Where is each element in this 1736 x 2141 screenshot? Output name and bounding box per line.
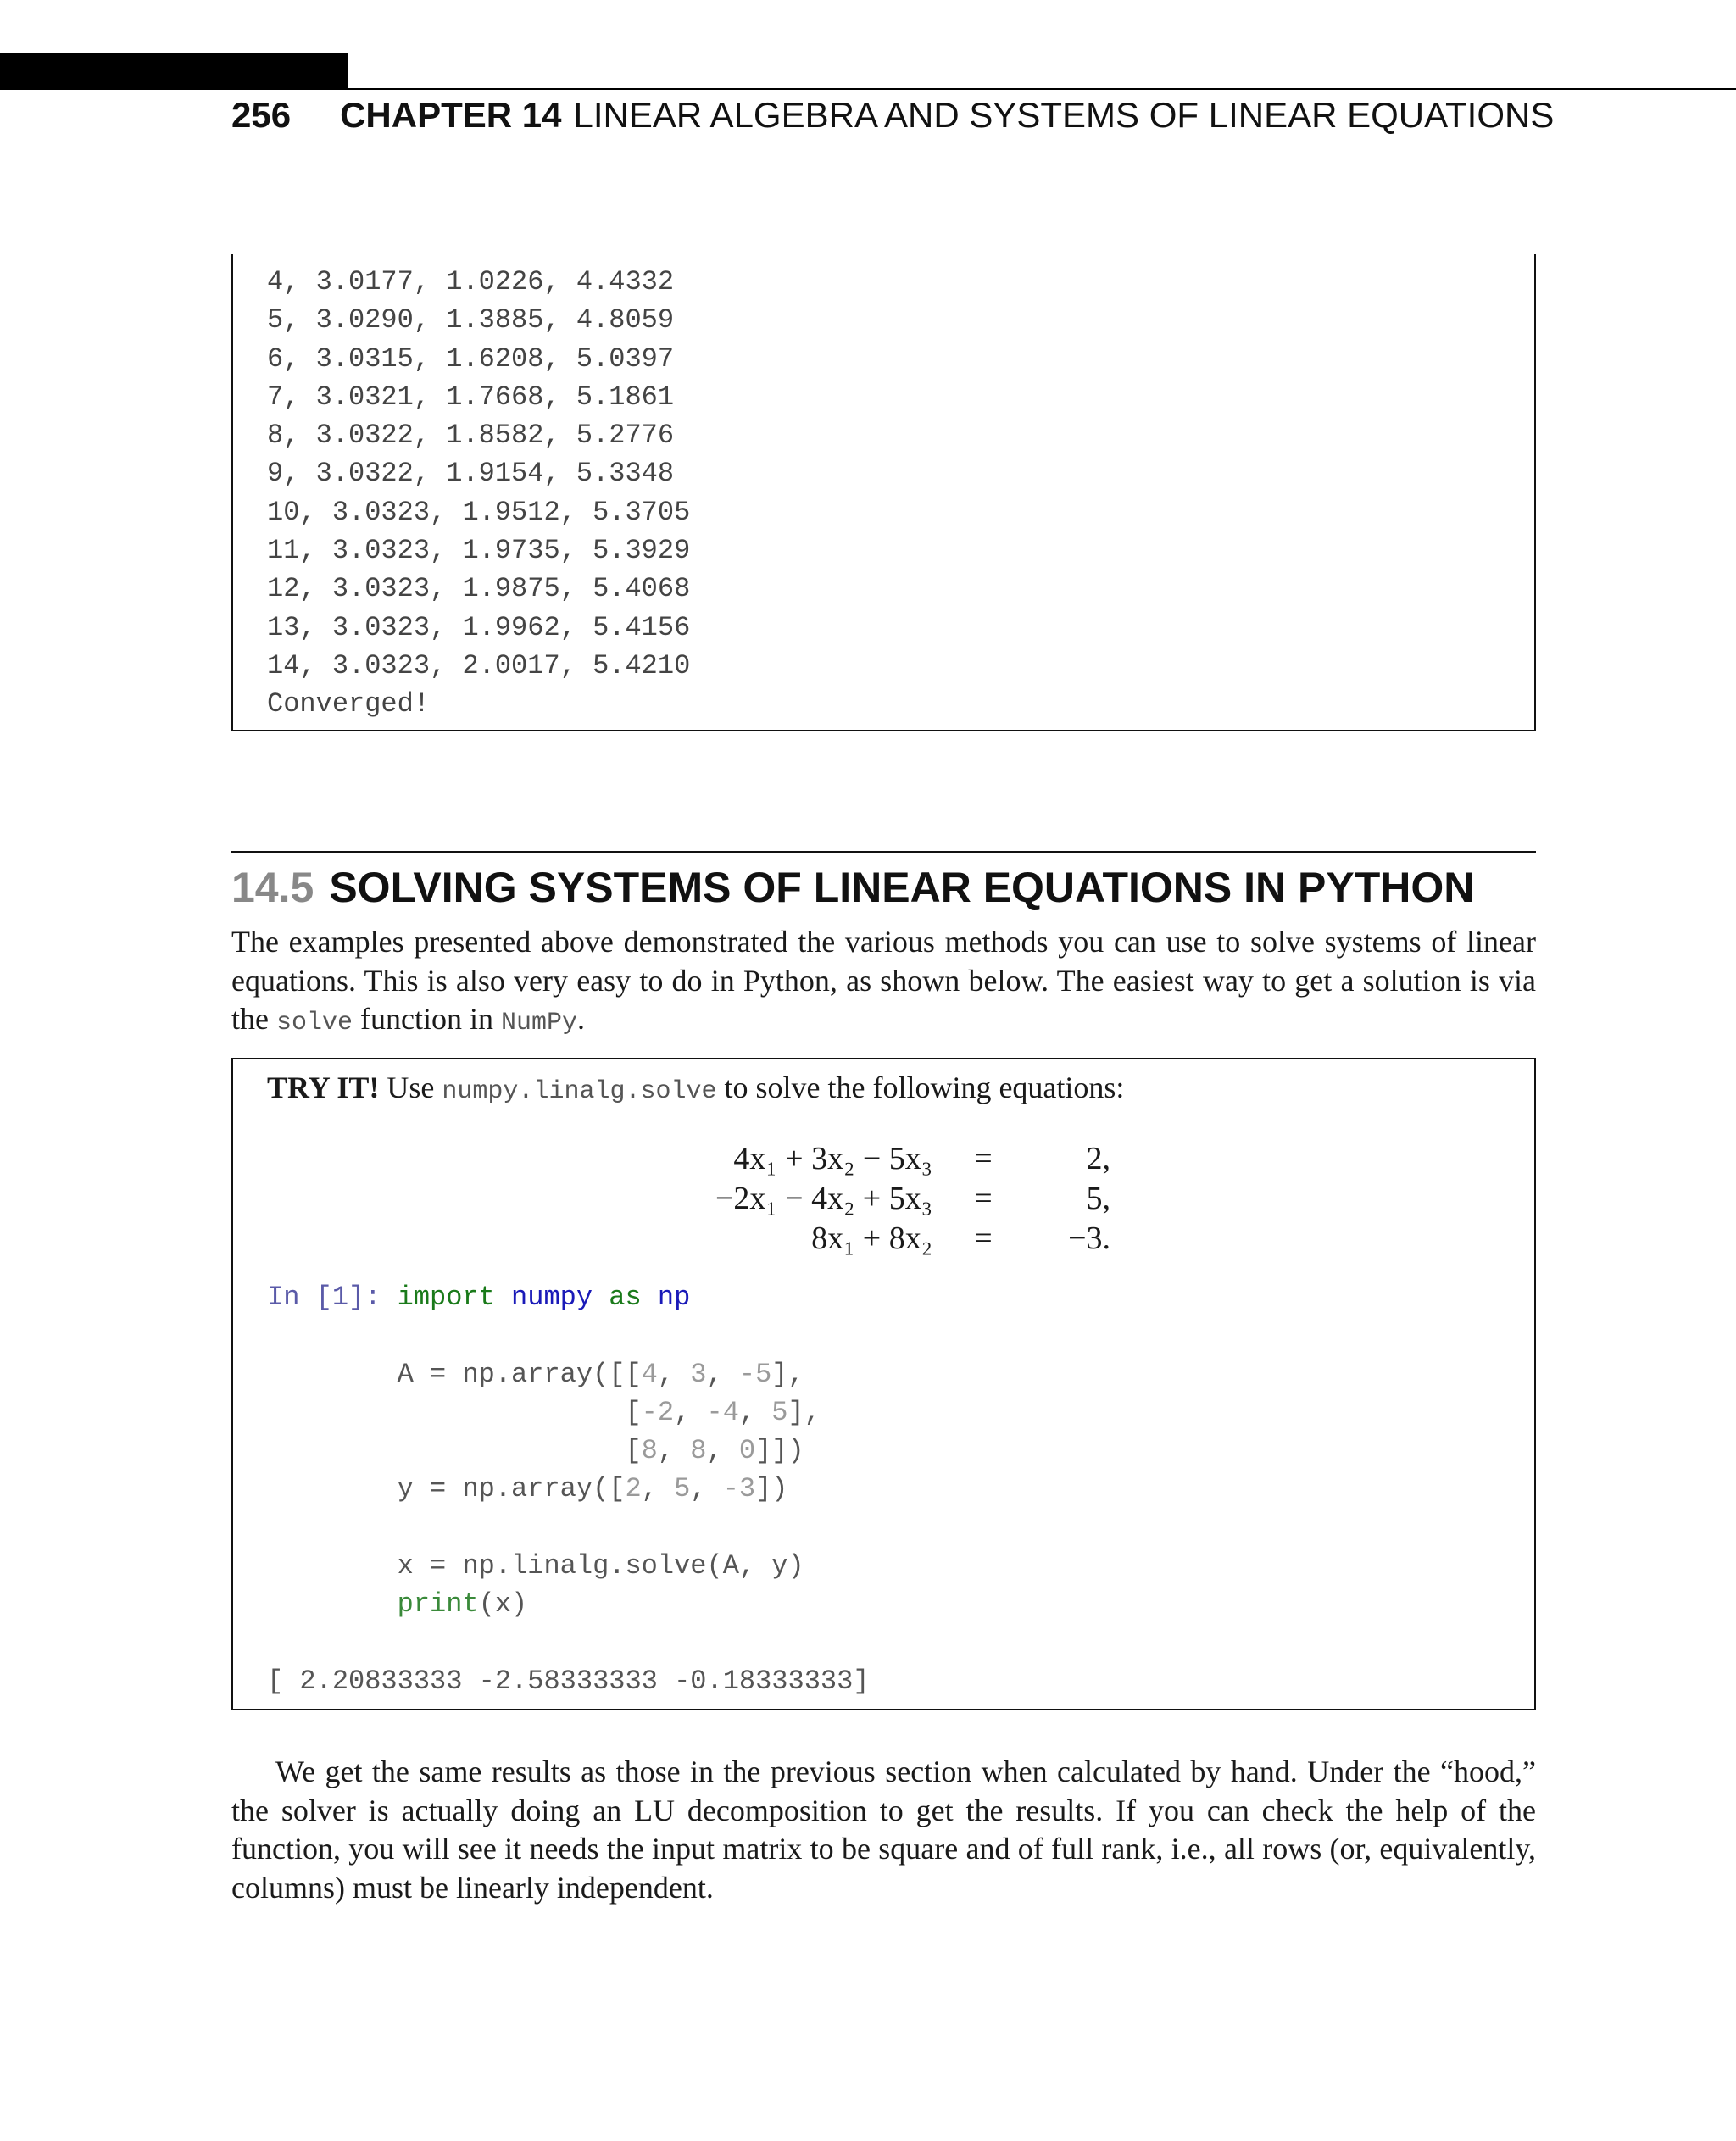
- code-text: ]): [755, 1473, 788, 1505]
- section-heading: [231, 863, 1474, 912]
- intro-paragraph: [231, 923, 1536, 1043]
- input-prompt: In [1]:: [267, 1282, 398, 1313]
- output-line: 10, 3.0323, 1.9512, 5.3705: [267, 496, 691, 528]
- code-line-matrix-row-3: [267, 1432, 870, 1470]
- code-indent: [267, 1588, 398, 1620]
- page-number: 256: [231, 95, 292, 135]
- intro-text: .: [577, 1002, 585, 1036]
- number-literal: -5: [738, 1358, 772, 1390]
- try-it-text: to solve the following equations:: [716, 1070, 1125, 1104]
- code-line-solve: x = np.linalg.solve(A, y): [267, 1550, 804, 1582]
- output-line: 12, 3.0323, 1.9875, 5.4068: [267, 573, 691, 605]
- code-line-y-vector: [267, 1470, 870, 1508]
- code-cell: [267, 1278, 870, 1700]
- code-space: [642, 1282, 658, 1313]
- output-line: Converged!: [267, 688, 431, 720]
- inline-code-linalg-solve: numpy.linalg.solve: [442, 1077, 717, 1106]
- code-blank-line: [267, 1624, 870, 1662]
- number-literal: -2: [641, 1396, 675, 1428]
- output-line: 8, 3.0322, 1.8582, 5.2776: [267, 420, 675, 452]
- code-line-matrix-row-1: [267, 1355, 870, 1393]
- section-title: SOLVING SYSTEMS OF LINEAR EQUATIONS IN PYTHON: [329, 864, 1475, 911]
- code-line-matrix-row-2: [267, 1393, 870, 1432]
- code-text: y = np.array([: [267, 1473, 626, 1505]
- code-text: (x): [478, 1588, 528, 1621]
- number-literal: 3: [690, 1358, 707, 1390]
- code-text: ,: [641, 1473, 675, 1505]
- code-line-print: [267, 1585, 870, 1623]
- try-it-text: Use: [379, 1070, 442, 1104]
- code-text: A = np.array([[: [267, 1358, 642, 1390]
- number-literal: -4: [706, 1396, 739, 1428]
- number-literal: -3: [722, 1473, 756, 1505]
- code-text: ,: [690, 1473, 723, 1505]
- code-text: ],: [787, 1396, 821, 1428]
- output-lines: [267, 263, 690, 724]
- try-it-instruction: [267, 1070, 1124, 1106]
- code-text: ],: [771, 1358, 804, 1390]
- number-literal: 4: [641, 1358, 658, 1390]
- equation-equals: =: [974, 1140, 993, 1176]
- number-literal: 5: [674, 1473, 691, 1505]
- module-name: numpy: [511, 1282, 593, 1313]
- running-header: [231, 95, 1554, 136]
- intro-text: The examples presented above demonstrated the various methods you can use to solve systems of linear equations. This is also very easy to do in Python, as shown below. The easiest way to get a solution is via the: [231, 925, 1536, 1036]
- inline-code-numpy: NumPy: [500, 1009, 577, 1037]
- inline-code-solve: solve: [275, 1009, 353, 1037]
- keyword-import: import: [397, 1282, 495, 1313]
- number-literal: 0: [738, 1435, 756, 1467]
- number-literal: 5: [771, 1396, 788, 1428]
- intro-text: function in: [353, 1002, 501, 1036]
- conclusion-paragraph: We get the same results as those in the previous section when calculated by hand. Under the “hood,” the solver is actually doing an LU decomposition to get the results. If you can check the help of the function, you will see it needs the input matrix to be square and of full rank, i.e., all rows (or, equivalently, columns) must be linearly independent.: [231, 1755, 1536, 1905]
- output-line: 14, 3.0323, 2.0017, 5.4210: [267, 649, 691, 681]
- output-line: 5, 3.0290, 1.3885, 4.8059: [267, 304, 675, 336]
- builtin-print: print: [397, 1588, 479, 1621]
- output-line: 7, 3.0321, 1.7668, 5.1861: [267, 381, 675, 413]
- code-space: [593, 1282, 609, 1313]
- equation-rhs: 2,: [1086, 1140, 1110, 1176]
- try-it-box: [231, 1058, 1536, 1710]
- output-line: 9, 3.0322, 1.9154, 5.3348: [267, 458, 675, 490]
- header-rule: [348, 88, 1736, 90]
- output-block: [231, 254, 1536, 731]
- equation-lhs: 8x₁ + 8x₂: [811, 1220, 932, 1256]
- code-text: [: [267, 1396, 642, 1428]
- equation-rhs: 5,: [1086, 1180, 1110, 1216]
- equation-row: [674, 1218, 1110, 1258]
- code-text: [: [267, 1435, 642, 1467]
- equation-row: [674, 1178, 1110, 1218]
- equation-equals: =: [974, 1180, 993, 1216]
- section-number: 14.5: [231, 864, 314, 911]
- chapter-label: CHAPTER 14: [340, 95, 562, 135]
- code-text: ,: [657, 1435, 691, 1467]
- number-literal: 8: [641, 1435, 658, 1467]
- output-line: 6, 3.0315, 1.6208, 5.0397: [267, 342, 675, 375]
- equation-system: [674, 1138, 1110, 1258]
- output-line: 13, 3.0323, 1.9962, 5.4156: [267, 611, 691, 643]
- code-blank-line: [267, 1316, 870, 1354]
- code-text: ,: [706, 1358, 739, 1390]
- equation-lhs: 4x₁ + 3x₂ − 5x₃: [733, 1140, 932, 1176]
- output-line: 4, 3.0177, 1.0226, 4.4332: [267, 266, 675, 298]
- equation-lhs: −2x₁ − 4x₂ + 5x₃: [715, 1180, 932, 1216]
- number-literal: 8: [690, 1435, 707, 1467]
- equation-row: [674, 1138, 1110, 1178]
- keyword-as: as: [609, 1282, 642, 1313]
- module-alias: np: [657, 1282, 691, 1313]
- code-text: ,: [706, 1435, 739, 1467]
- try-it-label: TRY IT!: [267, 1070, 380, 1104]
- output-line: 11, 3.0323, 1.9735, 5.3929: [267, 535, 691, 567]
- number-literal: 2: [625, 1473, 642, 1505]
- header-bar: [0, 53, 348, 90]
- equation-rhs: −3.: [1068, 1220, 1110, 1256]
- code-text: ,: [738, 1396, 772, 1428]
- code-space: [495, 1282, 511, 1313]
- equation-equals: =: [974, 1220, 993, 1256]
- code-blank-line: [267, 1509, 870, 1547]
- section-rule: [231, 851, 1536, 853]
- code-text: ,: [674, 1396, 707, 1428]
- code-line-import: [267, 1278, 870, 1316]
- code-text: ]]): [755, 1435, 804, 1467]
- chapter-title: LINEAR ALGEBRA AND SYSTEMS OF LINEAR EQUATIONS: [573, 95, 1555, 135]
- code-text: ,: [657, 1358, 691, 1390]
- code-output: [ 2.20833333 -2.58333333 -0.18333333]: [267, 1665, 870, 1697]
